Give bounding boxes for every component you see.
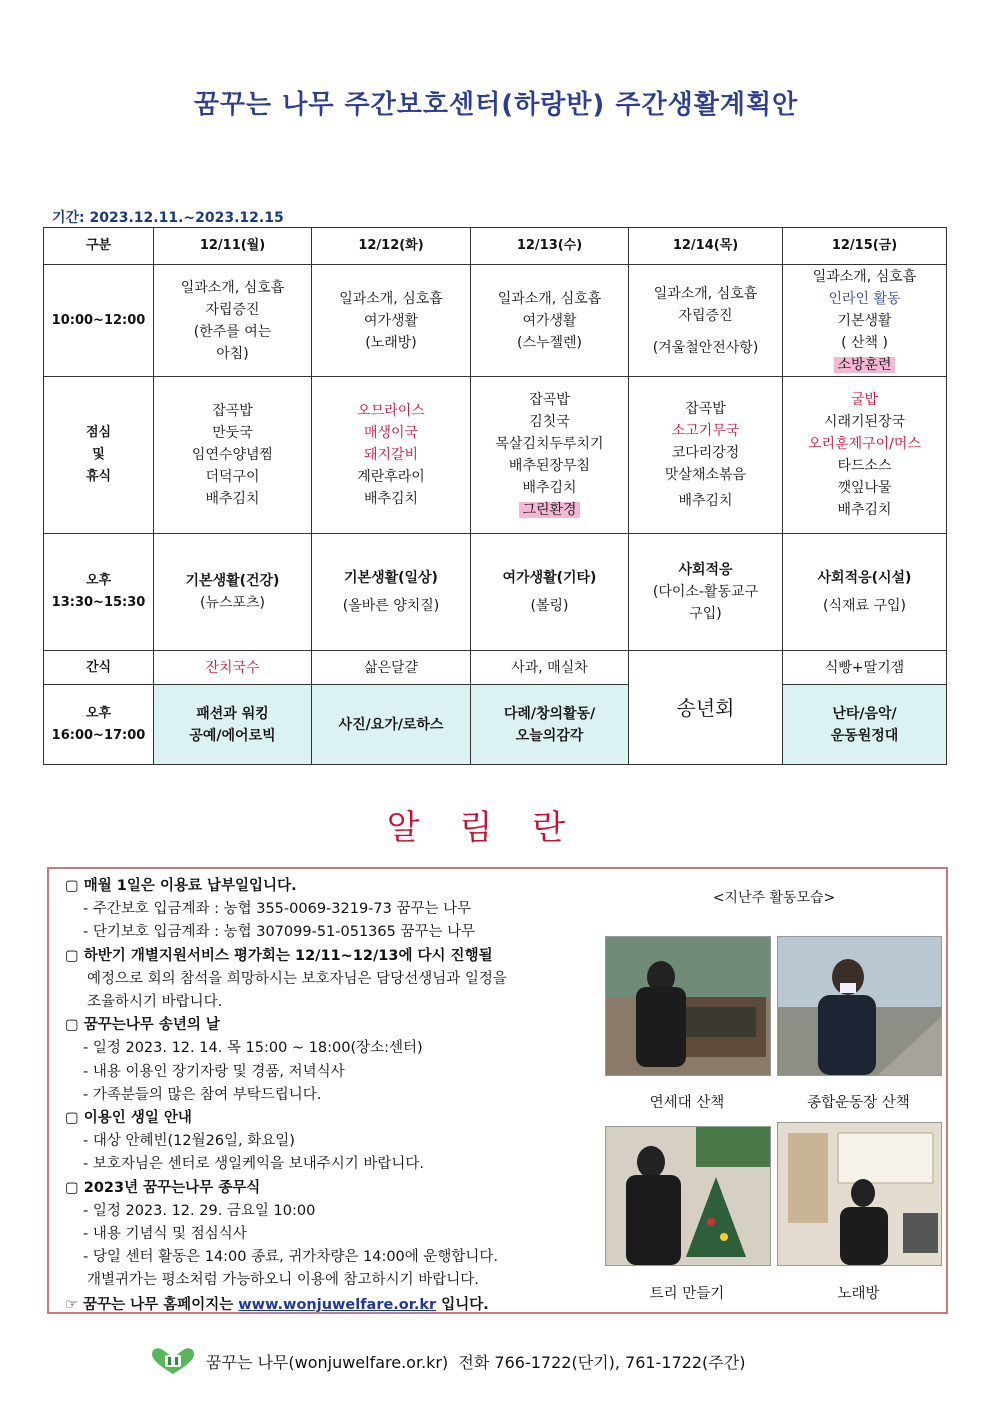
text: 오리훈제구이/머스 [808,436,921,452]
text: 일과소개, 심호흡 [653,285,758,302]
text: (다이소-활동교구 [652,584,759,600]
text: 일과소개, 심호흡 [339,290,443,307]
text: 깻잎나물 [837,480,892,496]
header-cell: 12/15(금) [783,228,947,265]
text: 오므라이스 [357,403,425,419]
text: 입니다. [441,1297,489,1313]
text: 점심 [85,425,112,440]
text: 운동원정대 [830,727,899,744]
text: 자립증진 [205,301,260,318]
notice-line: ▢ 꿈꾸는나무 송년의 날 [65,1017,220,1034]
text: 다례/창의활동/ [503,705,596,722]
afternoon-row [44,534,947,651]
row-label [44,685,154,765]
text: 계란후라이 [357,469,425,485]
notice-heading: 알림란 [386,808,606,848]
cell-wed [471,265,629,377]
text: 목살김치두루치기 [495,436,604,452]
text: 오늘의감각 [515,727,584,744]
notice-line: - 내용 이용인 장기자랑 및 경품, 저녁식사 [83,1063,345,1080]
text: 배추김치 [678,493,733,509]
notice-line: 예정으로 회의 참석을 희망하시는 보호자님은 담당선생님과 일정을 [87,970,507,987]
notice-line: ▢ 이용인 생일 안내 [65,1110,192,1127]
notice-line: - 단기보호 입금계좌 : 농협 307099-51-051365 꿈꾸는 나무 [83,924,476,941]
text: 아침) [216,345,249,362]
text: 김칫국 [529,414,570,430]
text: 공예/에어로빅 [189,727,276,744]
late-afternoon-row [44,685,947,765]
photo-tree-making [605,1126,771,1266]
notice-line: - 보호자님은 센터로 생일케익을 보내주시기 바랍니다. [83,1156,425,1173]
text: 배추김치 [363,491,419,507]
text: (스누젤렌) [516,334,583,351]
text: 휴식 [85,469,112,484]
cell-wed: 사과, 매실차 [471,651,629,685]
footer-text: 꿈꾸는 나무(wonjuwelfare.or.kr) 전화 766-1722(단기), 761-1722(주간) [206,1352,746,1372]
cell-wed [471,534,629,651]
text: (겨울철안전사항) [652,339,759,356]
cell-mon [154,377,312,534]
text: 및 [92,447,105,462]
text: 일과소개, 심호흡 [497,290,602,307]
photo-walk-yonsei [605,936,771,1076]
cell-fri: 식빵+딸기잼 [783,651,947,685]
text: 매생이국 [363,425,419,441]
cell-tue [312,534,471,651]
text: 배추된장무침 [508,458,591,474]
text: 13:30~15:30 [51,595,146,610]
text: 배추김치 [837,502,892,518]
text: 만둣국 [212,425,253,441]
snack-row [44,651,947,685]
text: 배추김치 [522,480,577,496]
row-label [44,377,154,534]
text: 오후 [85,705,112,721]
weekly-schedule-table [43,227,947,765]
text: 잡곡밥 [685,401,726,417]
cell-fri [783,534,947,651]
notice-box [47,867,948,1314]
cell-mon [154,685,312,765]
cell-thu [629,534,783,651]
cell-mon: 잔치국수 [154,651,312,685]
homepage-link[interactable]: www.wonjuwelfare.or.kr [238,1297,437,1313]
caption: 종합운동장 산책 [807,1095,910,1111]
photo-walk-stadium [777,936,942,1076]
cell-mon [154,534,312,651]
header-cell: 구분 [44,228,154,265]
text: (올바른 양치질) [342,598,440,614]
header-cell: 12/13(수) [471,228,629,265]
text: 인라인 활동 [828,290,901,307]
text: 자립증진 [678,307,733,324]
row-label [44,534,154,651]
text: 잡곡밥 [212,403,253,419]
text: 난타/음악/ [832,705,897,722]
highlight-badge: 그린환경 [519,502,579,518]
cell-thu-merged: 송년회 [629,651,783,765]
caption: 트리 만들기 [649,1286,725,1302]
text: (식재료 구입) [823,598,906,614]
footer [150,1346,745,1376]
text: 구입) [689,606,722,622]
text: 배추김치 [205,491,260,507]
row-label: 간식 [44,651,154,685]
morning-row [44,265,947,377]
text: (뉴스포츠) [199,595,266,611]
photo-karaoke [777,1122,942,1266]
header-cell: 12/14(목) [629,228,783,265]
notice-line: ▢ 2023년 꿈꾸는나무 종무식 [65,1179,261,1196]
notice-line: - 일정 2023. 12. 14. 목 15:00 ~ 18:00(장소:센터) [83,1040,423,1057]
cell-thu [629,377,783,534]
notice-line: - 일정 2023. 12. 29. 금요일 10:00 [83,1202,316,1219]
text: 오후 [85,573,112,588]
notice-line: - 내용 기념식 및 점심식사 [83,1226,247,1243]
cell-thu [629,265,783,377]
homepage-line [65,1293,489,1314]
notice-line: ▢ 매월 1일은 이용료 납부일입니다. [65,878,297,894]
row-label: 10:00~12:00 [44,265,154,377]
cell-fri [783,685,947,765]
text: 여가생활(기타) [502,570,597,586]
text: 패션과 워킹 [196,705,269,722]
cell-fri [783,265,947,377]
text: 일과소개, 심호흡 [812,268,917,285]
text: 일과소개, 심호흡 [180,279,285,296]
text: 임연수양념찜 [191,447,274,463]
text: 잡곡밥 [529,392,570,408]
cell-mon [154,265,312,377]
text: 소고기무국 [671,423,740,439]
notice-line: - 가족분들의 많은 참여 부탁드립니다. [83,1086,322,1103]
notice-line: - 주간보호 입금계좌 : 농협 355-0069-3219-73 꿈꾸는 나무 [83,901,472,918]
cell-tue: 사진/요가/로하스 [312,685,471,765]
text: 사회적응 [678,562,733,578]
text: (한주를 여는 [193,323,272,340]
text: 코다리강정 [671,445,740,461]
text: 맛살채소볶음 [664,467,747,483]
highlight-badge: 소방훈련 [834,357,894,373]
cell-wed [471,377,629,534]
header-cell: 12/11(월) [154,228,312,265]
text: 시래기된장국 [823,414,906,430]
caption: 노래방 [837,1286,880,1302]
notice-line: 개별귀가는 평소처럼 가능하오니 이용에 참고하시기 바랍니다. [87,1272,479,1289]
text: 타드소스 [837,458,892,474]
text: 더덕구이 [205,469,260,485]
cell-fri [783,377,947,534]
text: 여가생활 [363,312,419,329]
tree-logo-icon [150,1346,196,1376]
text: 기본생활(건강) [185,573,280,589]
text: 여가생활 [522,312,577,329]
lunch-row [44,377,947,534]
text: (노래방) [365,334,417,351]
photos-title: <지난주 활동모습> [712,890,836,906]
cell-tue [312,265,471,377]
text: 기본생활 [837,312,892,329]
header-cell: 12/12(화) [312,228,471,265]
header-row [44,228,947,265]
text: 돼지갈비 [363,447,419,463]
caption: 연세대 산책 [649,1095,725,1111]
cell-tue: 삶은달걀 [312,651,471,685]
notice-line: - 당일 센터 활동은 14:00 종료, 귀가차량은 14:00에 운행합니다. [83,1249,499,1266]
text: ( 산책 ) [841,334,888,351]
text: ☞ 꿈꾸는 나무 홈페이지는 [65,1297,234,1313]
period-label: 기간: 2023.12.11.~2023.12.15 [52,210,284,226]
notice-line: ▢ 하반기 개별지원서비스 평가회는 12/11~12/13에 다시 진행될 [65,947,493,964]
notice-lines [65,875,507,1293]
text: 16:00~17:00 [51,727,146,743]
text: 기본생활(일상) [344,570,438,586]
page-title: 꿈꾸는 나무 주간보호센터(하랑반) 주간생활계획안 [193,90,799,120]
notice-line: - 대상 안혜빈(12월26일, 화요일) [83,1133,295,1150]
text: (볼링) [530,598,569,614]
text: 사회적응(시설) [817,570,912,586]
cell-wed [471,685,629,765]
notice-line: 조율하시기 바랍니다. [87,994,223,1011]
text: 굴밥 [850,392,879,408]
cell-tue [312,377,471,534]
